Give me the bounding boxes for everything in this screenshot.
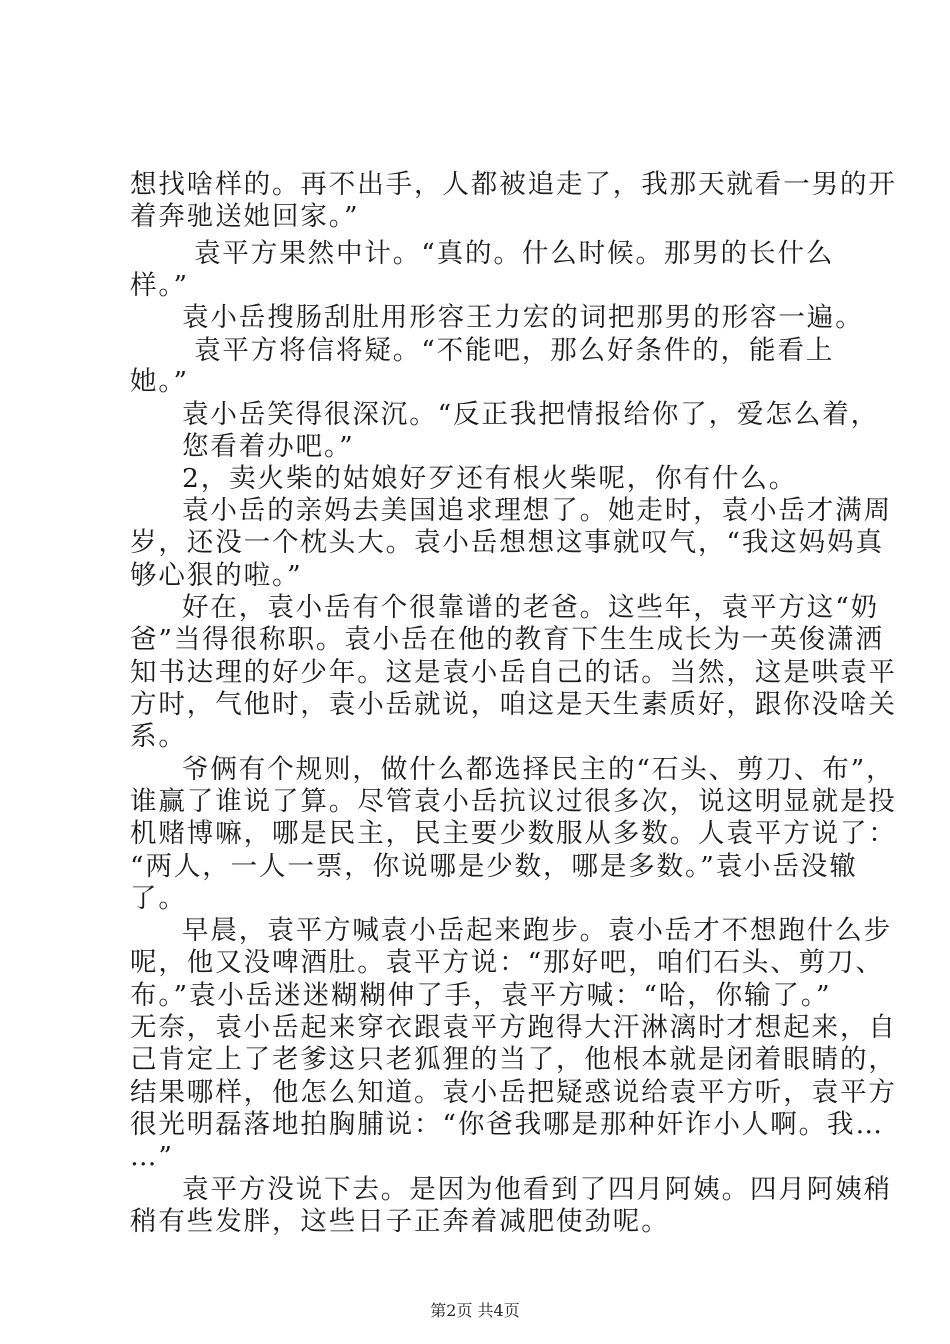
- text-line: “两人，一人一票，你说哪是少数，哪是多数。”袁小岳没辙: [130, 851, 858, 882]
- text-line: 稍有些发胖，这些日子正奔着减肥使劲呢。: [130, 1206, 670, 1237]
- text-line: 机赌博嘛，哪是民主，民主要少数服从多数。人袁平方说了：: [130, 818, 897, 849]
- text-line: 2，卖火柴的姑娘好歹还有根火柴呢，你有什么。: [182, 463, 798, 494]
- text-line: 好在，袁小岳有个很靠谱的老爸。这些年，袁平方这“奶: [182, 592, 880, 623]
- text-line: 爸”当得很称职。袁小岳在他的教育下生生成长为一英俊潇洒: [130, 624, 884, 655]
- text-line: 着奔驰送她回家。”: [130, 201, 360, 232]
- text-line: 袁平方没说下去。是因为他看到了四月阿姨。四月阿姨稍: [182, 1174, 892, 1205]
- text-line: 岁，还没一个枕头大。袁小岳想想这事就叹气，“我这妈妈真: [130, 527, 884, 558]
- text-line: 袁小岳笑得很深沉。“反正我把情报给你了，爱怎么着，: [182, 399, 880, 430]
- text-line: 方时，气他时，袁小岳就说，咱这是天生素质好，跟你没啥关: [130, 689, 897, 720]
- text-line: 结果哪样，他怎么知道。袁小岳把疑惑说给袁平方听，袁平方: [130, 1077, 897, 1108]
- page-number-footer: 第2页 共4页: [430, 1301, 520, 1320]
- text-line: 袁小岳的亲妈去美国追求理想了。她走时，袁小岳才满周: [182, 495, 892, 526]
- text-line: 她。”: [130, 366, 189, 397]
- text-line: 呢，他又没啤酒肚。袁平方说：“那好吧，咱们石头、剪刀、: [130, 947, 884, 978]
- text-line: 无奈，袁小岳起来穿衣跟袁平方跑得大汗淋漓时才想起来，自: [130, 1012, 897, 1043]
- text-line: 样。”: [130, 270, 189, 301]
- text-line: 想找啥样的。再不出手，人都被追走了，我那天就看一男的开: [130, 169, 897, 200]
- text-line: 了。: [130, 883, 187, 914]
- text-line: 知书达理的好少年。这是袁小岳自己的话。当然，这是哄袁平: [130, 657, 897, 688]
- text-line: 己肯定上了老爹这只老狐狸的当了，他根本就是闭着眼睛的，: [130, 1044, 897, 1075]
- text-line: 够心狠的啦。”: [130, 560, 303, 591]
- text-line: 爷俩有个规则，做什么都选择民主的“石头、剪刀、布”，: [182, 754, 895, 785]
- text-line: 布。”袁小岳迷迷糊糊伸了手，袁平方喊：“哈，你输了。”: [130, 980, 832, 1011]
- text-line: 早晨，袁平方喊袁小岳起来跑步。袁小岳才不想跑什么步: [182, 915, 892, 946]
- text-line: …”: [130, 1141, 174, 1172]
- text-line: 很光明磊落地拍胸脯说：“你爸我哪是那种奸诈小人啊。我…: [130, 1109, 884, 1140]
- text-line: 您看着办吧。”: [182, 431, 355, 462]
- text-line: 系。: [130, 721, 187, 752]
- text-line: 袁平方果然中计。“真的。什么时候。那男的长什么: [194, 238, 835, 269]
- text-line: 谁赢了谁说了算。尽管袁小岳抗议过很多次，说这明显就是投: [130, 786, 897, 817]
- text-line: 袁平方将信将疑。“不能吧，那么好条件的，能看上: [194, 335, 835, 366]
- text-line: 袁小岳搜肠刮肚用形容王力宏的词把那男的形容一遍。: [182, 302, 864, 333]
